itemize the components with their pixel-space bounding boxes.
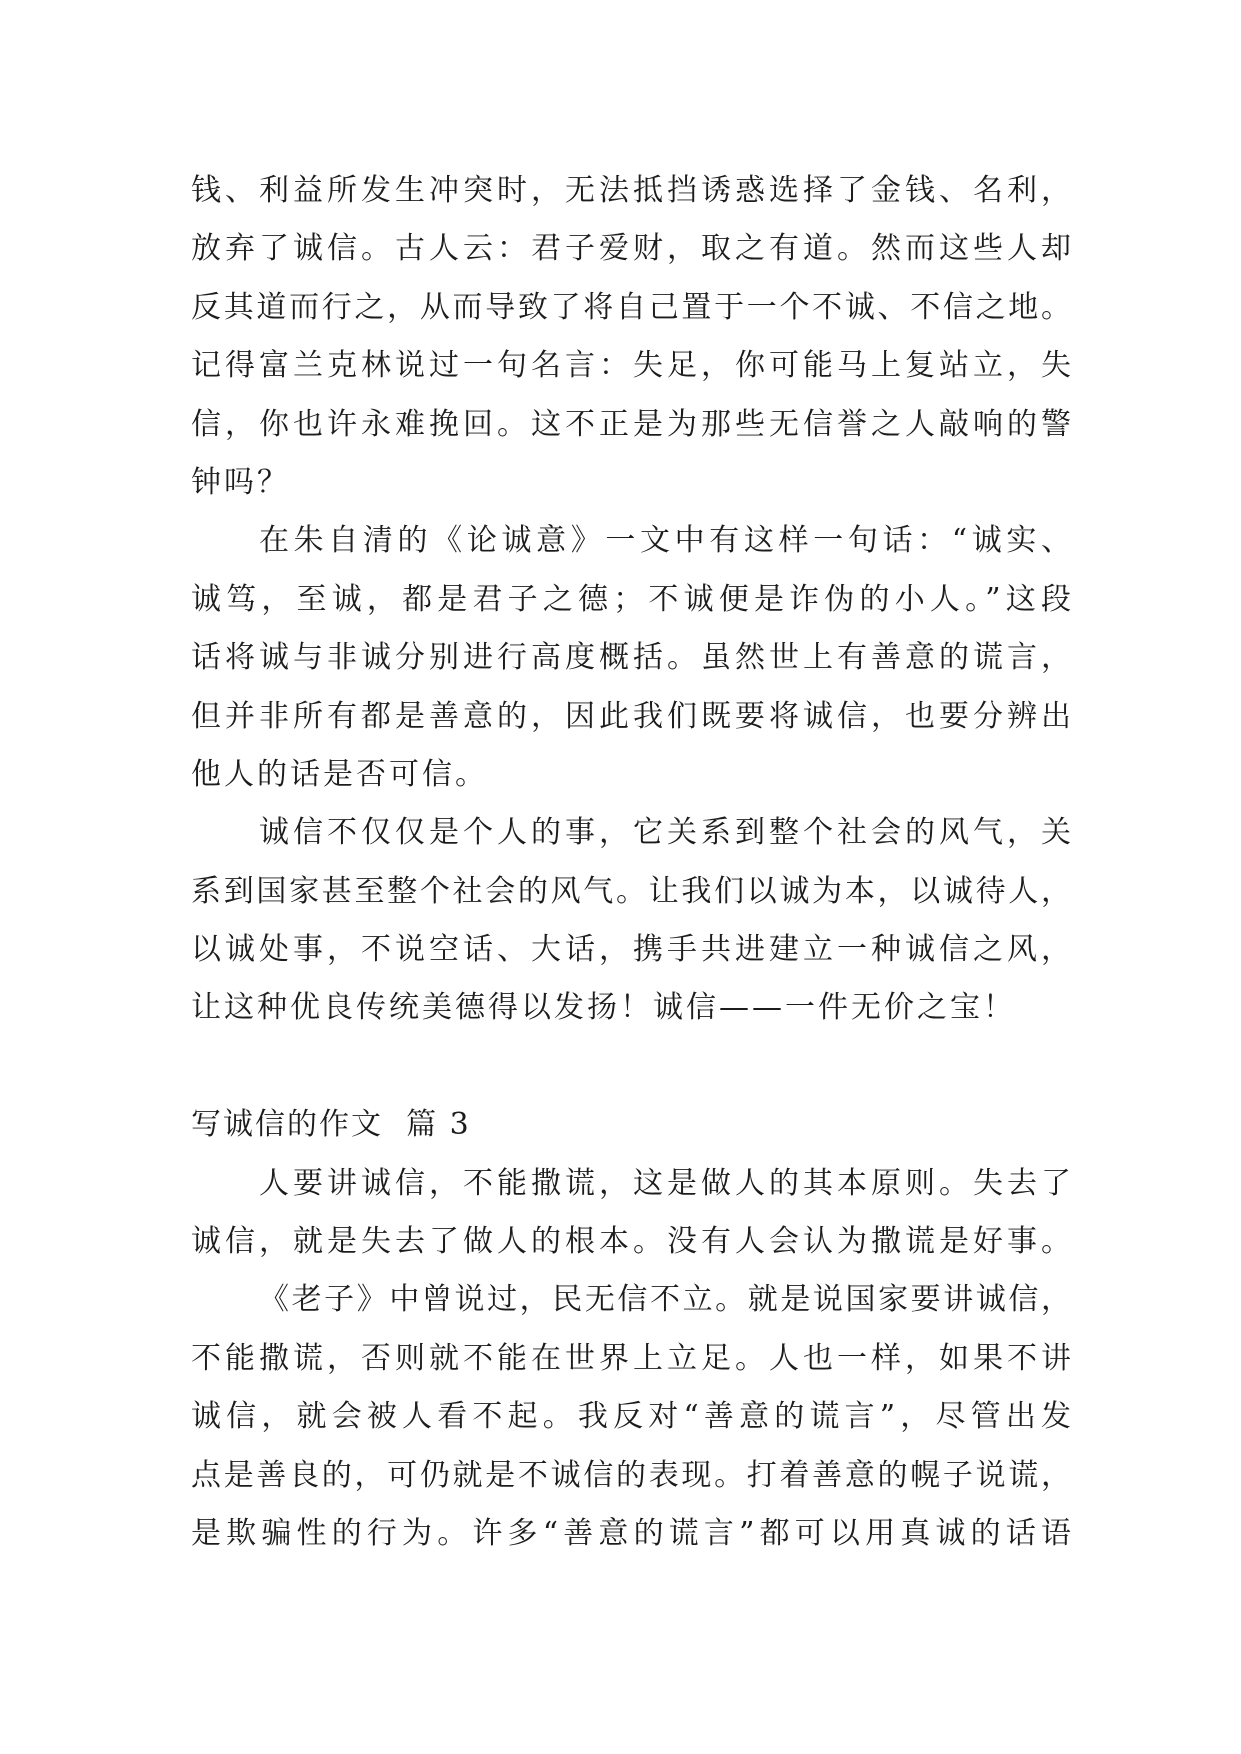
document-page — [191, 162, 1071, 1563]
text-line: 但并非所有都是善意的，因此我们既要将诚信，也要分辨出 — [191, 698, 1071, 734]
text-line: 人要讲诚信，不能撒谎，这是做人的其本原则。失去了 — [259, 1165, 1071, 1201]
text-line: 他人的话是否可信。 — [191, 756, 488, 792]
text-line: 诚信，就是失去了做人的根本。没有人会认为撒谎是好事。 — [191, 1224, 1071, 1260]
paragraph — [191, 1155, 1071, 1272]
text-line: 不能撒谎，否则就不能在世界上立足。人也一样，如果不讲 — [191, 1340, 1071, 1376]
text-line: 放弃了诚信。古人云：君子爱财，取之有道。然而这些人却 — [191, 231, 1071, 267]
section-heading: 写诚信的作文 篇 3 — [191, 1107, 471, 1143]
text-line: 反其道而行之，从而导致了将自己置于一个不诚、不信之地。 — [191, 289, 1071, 325]
text-line: 系到国家甚至整个社会的风气。让我们以诚为本，以诚待人， — [191, 873, 1071, 909]
text-line: 点是善良的，可仍就是不诚信的表现。打着善意的幌子说谎， — [191, 1457, 1071, 1493]
text-line: 诚信，就会被人看不起。我反对“善意的谎言”，尽管出发 — [191, 1399, 1071, 1435]
text-line: 在朱自清的《论诚意》一文中有这样一句话：“诚实、 — [259, 523, 1071, 559]
paragraph — [191, 512, 1071, 804]
text-line: 《老子》中曾说过，民无信不立。就是说国家要讲诚信， — [259, 1282, 1071, 1318]
paragraph — [191, 1271, 1071, 1563]
text-line: 诚笃，至诚，都是君子之德；不诚便是诈伪的小人。”这段 — [191, 581, 1071, 617]
paragraph — [191, 162, 1071, 512]
text-line: 记得富兰克林说过一句名言：失足，你可能马上复站立，失 — [191, 348, 1071, 384]
text-line: 话将诚与非诚分别进行高度概括。虽然世上有善意的谎言， — [191, 640, 1071, 676]
text-line: 钱、利益所发生冲突时，无法抵挡诱惑选择了金钱、名利， — [191, 173, 1071, 208]
text-line: 诚信不仅仅是个人的事，它关系到整个社会的风气，关 — [259, 815, 1071, 851]
text-line: 以诚处事，不说空话、大话，携手共进建立一种诚信之风， — [191, 932, 1071, 968]
text-line: 钟吗？ — [191, 464, 290, 500]
text-line: 让这种优良传统美德得以发扬！诚信——一件无价之宝！ — [191, 990, 1016, 1026]
text-line: 是欺骗性的行为。许多“善意的谎言”都可以用真诚的话语 — [191, 1515, 1071, 1551]
paragraph — [191, 804, 1071, 1038]
text-line: 信，你也许永难挽回。这不正是为那些无信誉之人敲响的警 — [191, 406, 1071, 442]
